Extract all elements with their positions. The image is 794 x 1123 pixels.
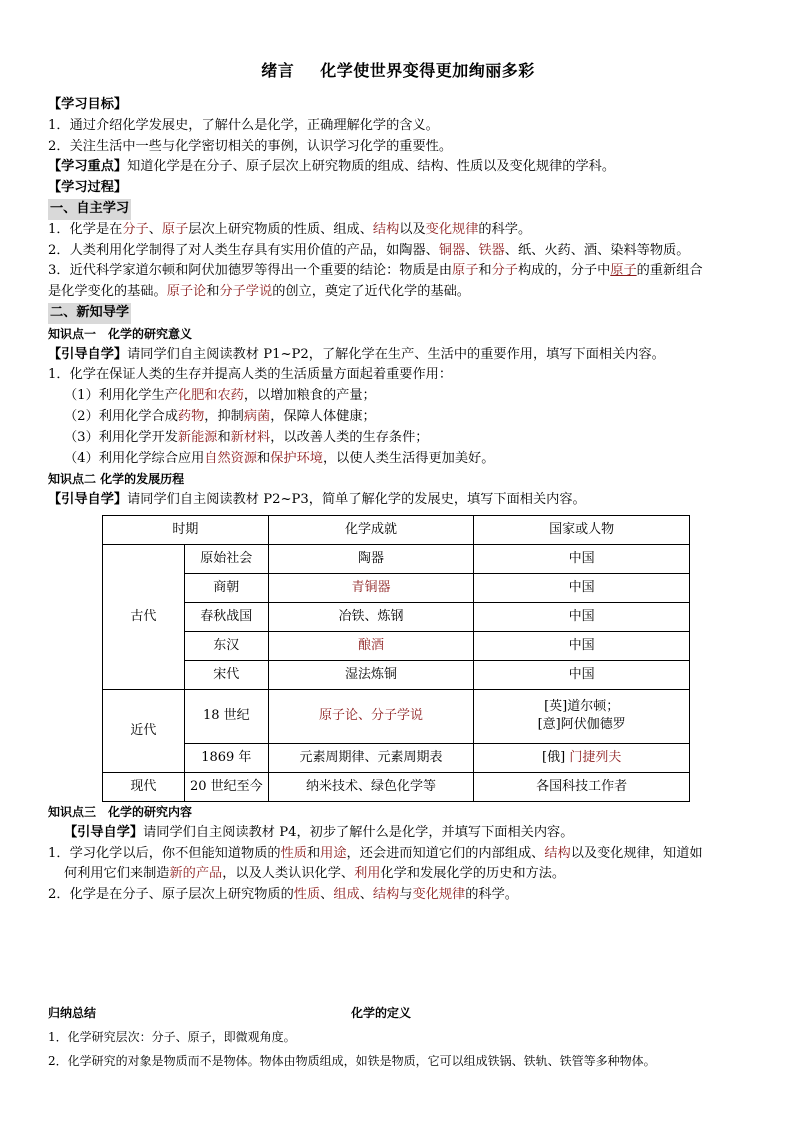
- table-row: [103, 772, 690, 801]
- kp3-para-2: [48, 885, 748, 906]
- text-span: 结构: [544, 845, 571, 861]
- text-span: ，抑制: [204, 408, 244, 424]
- text-span: 和: [206, 284, 220, 300]
- page-title: [48, 58, 748, 81]
- kp2-heading: 知识点二 化学的发展历程: [48, 472, 185, 487]
- text-span: 分子学说: [219, 284, 273, 300]
- text-span: 新能源: [177, 429, 218, 445]
- text-span: 青铜器: [268, 573, 474, 602]
- text-span: 原子: [161, 221, 189, 237]
- table-row: [103, 743, 690, 772]
- self-study-line-3a: [48, 261, 748, 282]
- text-span: 的科学。: [478, 221, 532, 237]
- text-span: 是化学变化的基础。: [48, 284, 167, 300]
- text-span: 原子: [610, 263, 637, 279]
- text-span: 各国科技工作者: [474, 772, 690, 801]
- text-span: [英]道尔顿；: [544, 699, 620, 715]
- text-span: 春秋战国: [184, 602, 268, 631]
- text-span: [意]阿伏伽德罗: [537, 717, 626, 733]
- text-span: 、: [320, 887, 334, 903]
- text-span: 铁器: [478, 242, 505, 258]
- text-span: 请同学们自主阅读教材 P4，初步了解什么是化学，并填写下面相关内容。: [143, 824, 574, 840]
- text-span: 中国: [474, 631, 690, 660]
- text-span: ，以及人类认识化学、: [222, 866, 355, 882]
- kp1-item-4: [48, 449, 748, 470]
- text-span: 构成的，分子中: [517, 263, 611, 279]
- text-span: 和: [306, 845, 321, 861]
- text-span: 用途: [320, 845, 347, 861]
- kp3-guide: [48, 823, 748, 844]
- text-span: 新的产品: [169, 866, 223, 882]
- text-span: 原子论、分子学说: [268, 689, 474, 743]
- text-span: 2．人类利用化学制得了对人类生存具有实用价值的产品，如陶器、: [48, 242, 439, 258]
- text-span: 保护环境: [270, 450, 323, 466]
- text-span: 的重新组合: [636, 263, 703, 279]
- text-span: 和: [217, 429, 231, 445]
- self-study-line-2: [48, 241, 748, 262]
- self-study-line-1: [48, 220, 748, 241]
- text-span: 原始社会: [184, 544, 268, 573]
- text-span: 宋代: [184, 660, 268, 689]
- text-span: （2）利用化学合成: [64, 408, 178, 424]
- text-span: 和: [478, 263, 492, 279]
- header-achievement: 化学成就: [268, 515, 474, 544]
- text-span: 酿酒: [268, 631, 474, 660]
- summary-line-2: 2．化学研究的对象是物质而不是物体。物体由物质组成，如铁是物质，它可以组成铁锅、铁轨、铁管等多种物体。: [48, 1054, 656, 1068]
- era-modern: 近代: [103, 689, 185, 772]
- text-span: 与: [399, 887, 413, 903]
- summary-heading-row: [48, 1001, 758, 1025]
- document-page: [48, 58, 748, 906]
- kp1-item-1: [48, 386, 748, 407]
- text-span: 中国: [474, 660, 690, 689]
- text-span: （3）利用化学开发: [64, 429, 178, 445]
- text-span: 病菌: [243, 408, 271, 424]
- text-span: 、: [465, 242, 479, 258]
- text-span: 2．化学是在分子、原子层次上研究物质的: [48, 887, 294, 903]
- objectives-heading: 【学习目标】: [48, 97, 128, 112]
- kp1-heading: 知识点一 化学的研究意义: [48, 326, 193, 341]
- table-row: [103, 631, 690, 660]
- process-heading: 【学习过程】: [48, 180, 128, 196]
- text-span: 结构: [372, 887, 400, 903]
- text-span: 原子论: [166, 284, 207, 300]
- objective-2: 2．关注生活中一些与化学密切相关的事例，认识学习化学的重要性。: [48, 138, 453, 154]
- title-prefix: 绪言: [261, 61, 295, 80]
- key-point-text: 知道化学是在分子、原子层次上研究物质的组成、结构、性质以及变化规律的学科。: [127, 159, 616, 175]
- text-span: 商朝: [184, 573, 268, 602]
- text-span: 利用: [354, 866, 381, 882]
- text-span: 纳米技术、绿色化学等: [268, 772, 474, 801]
- text-span: 1．学习化学以后，你不但能知道物质的: [48, 845, 281, 861]
- kp3-para-1b: [48, 864, 748, 885]
- header-period: 时期: [103, 515, 269, 544]
- text-span: 湿法炼铜: [268, 660, 474, 689]
- text-span: 化肥和农药: [177, 388, 244, 404]
- text-span: 、纸、火药、酒、染料等物质。: [504, 242, 690, 258]
- text-span: 以及变化规律，知道如: [570, 845, 703, 861]
- text-span: [俄]: [542, 749, 566, 765]
- text-span: ，以改善人类的生存条件；: [270, 429, 429, 445]
- history-table: [102, 515, 690, 802]
- kp2-guide: [48, 490, 748, 511]
- text-span: 药物: [177, 408, 205, 424]
- text-span: 冶铁、炼钢: [268, 602, 474, 631]
- text-span: 陶器: [268, 544, 474, 573]
- table-row: [103, 660, 690, 689]
- table-row: [103, 602, 690, 631]
- kp1-guide: [48, 345, 748, 366]
- text-span: 【引导自学】: [64, 824, 144, 840]
- header-who: 国家或人物: [474, 515, 690, 544]
- text-span: 元素周期律、元素周期表: [268, 743, 474, 772]
- text-span: 的创立，奠定了近代化学的基础。: [272, 284, 470, 300]
- text-span: 分子: [122, 221, 149, 237]
- text-span: 化学和发展化学的历史和方法。: [380, 866, 566, 882]
- summary-line-1: 1．化学研究层次：分子、原子，即微观角度。: [48, 1030, 296, 1044]
- text-span: 性质: [293, 887, 321, 903]
- text-span: ，还会进而知道它们的内部组成、: [346, 845, 545, 861]
- text-span: （1）利用化学生产: [64, 388, 178, 404]
- text-span: 以及: [399, 221, 426, 237]
- text-span: 铜器: [438, 242, 466, 258]
- text-span: 1．化学是在: [48, 221, 123, 237]
- text-span: 组成: [333, 887, 360, 903]
- text-span: 原子: [452, 263, 479, 279]
- text-span: 【引导自学】: [48, 346, 128, 362]
- text-span: 分子: [491, 263, 518, 279]
- kp3-para-1a: [48, 844, 748, 865]
- table-header-row: [103, 515, 690, 544]
- text-span: ，以增加粮食的产量；: [243, 388, 376, 404]
- text-span: 自然资源: [204, 450, 258, 466]
- text-span: 、: [148, 221, 162, 237]
- kp3-heading: 知识点三 化学的研究内容: [48, 804, 193, 819]
- text-span: 【引导自学】: [48, 492, 128, 508]
- summary-section: [48, 1001, 758, 1073]
- text-span: 、: [359, 887, 373, 903]
- objective-1: 1．通过介绍化学发展史，了解什么是化学，正确理解化学的含义。: [48, 117, 439, 133]
- era-ancient: 古代: [103, 544, 185, 689]
- text-span: 结构: [372, 221, 400, 237]
- text-span: 3．近代科学家道尔顿和阿伏加德罗等得出一个重要的结论：物质是由: [48, 263, 453, 279]
- era-contemporary: 现代: [103, 772, 185, 801]
- title-main: 化学使世界变得更加绚丽多彩: [320, 61, 535, 80]
- table-row: [103, 689, 690, 743]
- text-span: 何利用它们来制造: [64, 866, 170, 882]
- text-span: 1869 年: [184, 743, 268, 772]
- summary-heading: 归纳总结: [48, 1006, 97, 1020]
- self-study-line-3b: [48, 282, 748, 303]
- text-span: （4）利用化学综合应用: [64, 450, 205, 466]
- text-span: 层次上研究物质的性质、组成、: [188, 221, 373, 237]
- section-new-knowledge: 二、新知导学: [48, 303, 131, 324]
- text-span: ，以使人类生活得更加美好。: [322, 450, 495, 466]
- key-point-label: 【学习重点】: [48, 159, 128, 175]
- text-span: 请同学们自主阅读教材 P1~P2，了解化学在生产、生活中的重要作用，填写下面相关内容。: [127, 346, 665, 362]
- text-span: 的科学。: [465, 887, 518, 903]
- text-span: 和: [257, 450, 271, 466]
- text-span: 变化规律: [425, 221, 479, 237]
- kp1-item-2: [48, 407, 748, 428]
- table-row: [103, 544, 690, 573]
- text-span: 变化规律: [412, 887, 466, 903]
- text-span: 东汉: [184, 631, 268, 660]
- text-span: 中国: [474, 544, 690, 573]
- text-span: 新材料: [230, 429, 271, 445]
- summary-subheading: 化学的定义: [351, 1006, 412, 1020]
- text-span: 性质: [280, 845, 307, 861]
- kp1-item-3: [48, 428, 748, 449]
- table-row: [103, 573, 690, 602]
- text-span: 中国: [474, 573, 690, 602]
- text-span: 门捷列夫: [569, 749, 622, 765]
- text-span: 中国: [474, 602, 690, 631]
- text-span: 请同学们自主阅读教材 P2~P3，简单了解化学的发展史，填写下面相关内容。: [127, 492, 586, 508]
- key-point: [48, 157, 748, 178]
- section-self-study: 一、自主学习: [48, 199, 131, 220]
- kp1-intro: 1．化学在保证人类的生存并提高人类的生活质量方面起着重要作用：: [48, 367, 453, 383]
- text-span: 20 世纪至今: [184, 772, 268, 801]
- text-span: ，保障人体健康；: [270, 408, 376, 424]
- text-span: 18 世纪: [184, 689, 268, 743]
